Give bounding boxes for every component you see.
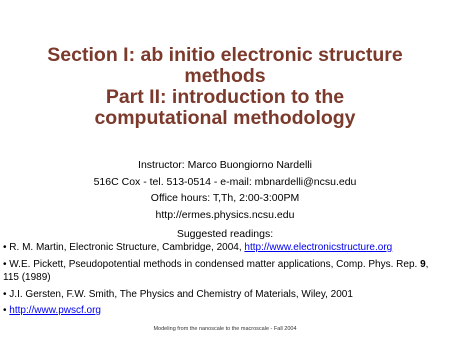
office-hours: Office hours: T,Th, 2:00-3:00PM — [150, 192, 300, 204]
title-line-4: computational methodology — [94, 107, 356, 129]
readings-heading: Suggested readings: — [176, 228, 274, 240]
title-line-2: methods — [184, 65, 266, 87]
slide-footer: Modeling from the nanoscale to the macroscale - Fall 2004 — [153, 326, 297, 332]
reading-text: W.E. Pickett, Pseudopotential methods in condensed matter applications, Comp. Phys. Rep. — [9, 258, 421, 270]
pwscf-link[interactable]: http://www.pwscf.org — [9, 305, 101, 316]
instructor-name: Instructor: Marco Buongiorno Nardelli — [138, 159, 312, 171]
bullet-icon: • — [3, 305, 7, 316]
reading-item-pickett — [3, 258, 447, 285]
readings-list — [3, 241, 447, 321]
course-website: http://ermes.physics.ncsu.edu — [155, 208, 295, 221]
instructor-info — [0, 157, 450, 223]
reading-text: J.I. Gersten, F.W. Smith, The Physics and Chemistry of Materials, Wiley, 2001 — [9, 288, 353, 300]
reading-volume: 9 — [420, 258, 426, 270]
electronicstructure-link[interactable]: http://www.electronicstructure.org — [244, 242, 393, 253]
reading-item-gersten — [3, 288, 447, 302]
reading-item-pwscf — [3, 304, 447, 318]
bullet-icon: • — [3, 288, 7, 300]
instructor-contact: 516C Cox - tel. 513-0514 - e-mail: mbnardelli@ncsu.edu — [93, 175, 357, 188]
reading-text: R. M. Martin, Electronic Structure, Cambridge, 2004, — [9, 242, 245, 253]
bullet-icon: • — [3, 242, 7, 253]
reading-item-martin — [3, 241, 447, 255]
reading-text-after: , 115 (1989) — [3, 258, 429, 283]
slide-title — [18, 45, 432, 129]
title-line-1: Section I: ab initio electronic structure — [47, 44, 403, 66]
title-line-3: Part II: introduction to the — [105, 86, 345, 108]
bullet-icon: • — [3, 258, 7, 270]
